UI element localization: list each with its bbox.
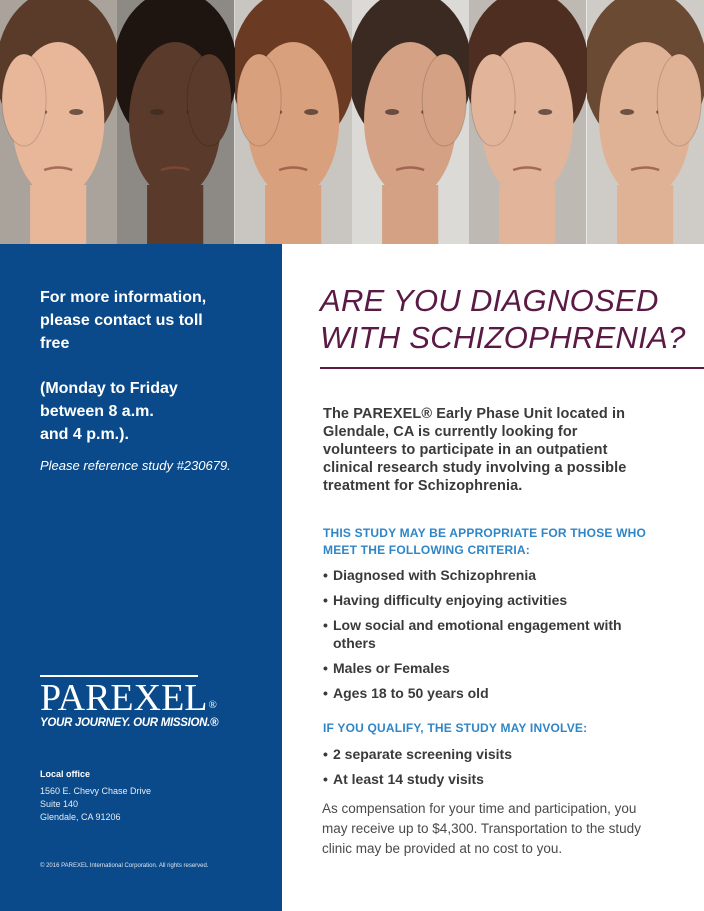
involve-list	[323, 745, 623, 795]
criteria-heading: THIS STUDY MAY BE APPROPRIATE FOR THOSE WHO MEET THE FOLLOWING CRITERIA:	[323, 526, 647, 557]
man-head-in-hand-photo	[352, 0, 469, 244]
woman-hand-on-forehead-photo	[235, 0, 352, 244]
study-reference: Please reference study #230679.	[40, 458, 231, 473]
copyright: © 2016 PAREXEL International Corporation. All rights reserved.	[40, 863, 209, 869]
woman-hands-on-face-photo	[469, 0, 586, 244]
criteria-item: • Ages 18 to 50 years old	[323, 684, 623, 702]
photo-strip	[0, 0, 704, 244]
headline-rule	[320, 367, 704, 369]
logo-registered-mark: ®	[208, 699, 217, 711]
criteria-item: • Diagnosed with Schizophrenia	[323, 566, 623, 584]
headline: ARE YOU DIAGNOSED WITH SCHIZOPHRENIA?	[320, 283, 686, 355]
criteria-item: • Having difficulty enjoying activities	[323, 591, 623, 609]
logo-tagline: YOUR JOURNEY. OUR MISSION.®	[40, 717, 219, 729]
contact-hours: (Monday to Friday between 8 a.m. and 4 p.m.).	[40, 380, 178, 443]
compensation-paragraph: As compensation for your time and participation, you may receive up to $4,300. Transportation to the study clinic may be provided at no cost to you.	[322, 801, 641, 856]
criteria-item: • Low social and emotional engagement with others	[323, 616, 623, 652]
contact-panel	[0, 244, 282, 911]
contact-info: For more information, please contact us toll free	[40, 289, 207, 352]
qualify-heading: IF YOU QUALIFY, THE STUDY MAY INVOLVE:	[323, 721, 588, 735]
involve-item: • At least 14 study visits	[323, 770, 623, 788]
office-title: Local office	[40, 769, 91, 779]
man-covering-eyes-photo	[117, 0, 234, 244]
woman-holding-head-photo	[0, 0, 117, 244]
criteria-list	[323, 566, 623, 709]
man-hand-on-cheek-photo	[587, 0, 704, 244]
involve-item: • 2 separate screening visits	[323, 745, 623, 763]
logo-text: PAREXEL	[40, 677, 208, 719]
intro-paragraph: The PAREXEL® Early Phase Unit located in Glendale, CA is currently looking for volunteers to participate in an outpatient clinical research study involving a possible treatment for Schizophrenia.	[323, 406, 627, 494]
criteria-item: • Males or Females	[323, 659, 623, 677]
office-address: 1560 E. Chevy Chase Drive Suite 140 Glendale, CA 91206	[40, 786, 152, 822]
